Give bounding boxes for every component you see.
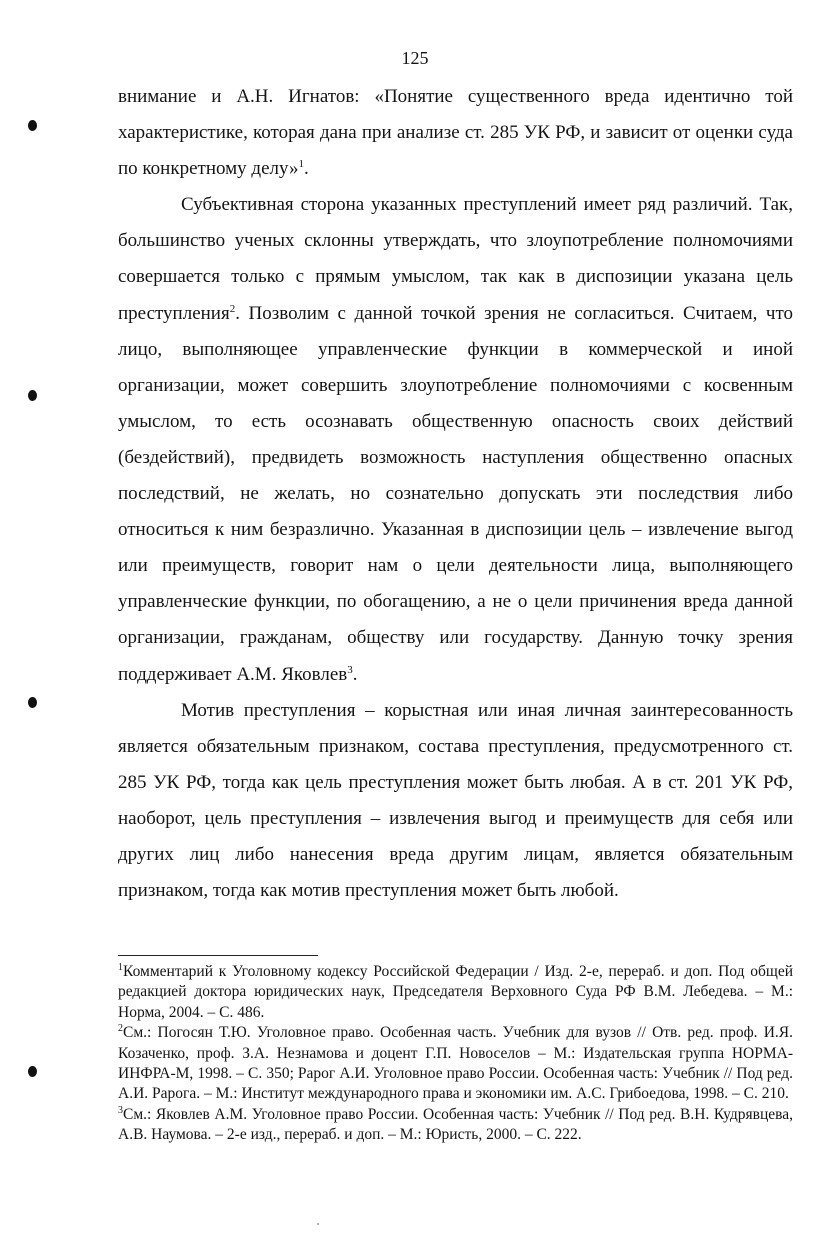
footnote-separator	[118, 955, 318, 956]
binding-hole-mark	[28, 1066, 37, 1077]
footnote-ref-3: 3	[347, 663, 353, 676]
page-number: 125	[401, 48, 429, 68]
footnote-2	[118, 1023, 793, 1105]
binding-hole-mark	[28, 697, 37, 708]
footnote-ref-1: 1	[298, 158, 304, 171]
footnote-2-text: См.: Погосян Т.Ю. Уголовное право. Особенная часть. Учебник для вузов // Отв. ред. проф. И.Я. Козаченко, проф. З.А. Незнамова и доцент Г.П. Новоселов – М.: Издательская группа НОРМА-ИНФРА-М, 1998. – С. 350; Рарог А.И. Уголовное право России. Особенная часть: Учебник // Под ред. А.И. Рарога. – М.: Институт международного права и экономики им. А.С. Грибоедова, 1998. – С. 210.	[118, 1024, 793, 1103]
footnote-1	[118, 962, 793, 1023]
footnote-2-marker: 2	[118, 1023, 123, 1035]
binding-hole-mark	[28, 120, 37, 131]
footnotes	[118, 962, 793, 1146]
scan-speck	[317, 1223, 319, 1225]
footnote-ref-2: 2	[229, 302, 236, 315]
footnote-3	[118, 1105, 793, 1146]
footnote-3-marker: 3	[118, 1104, 123, 1116]
paragraph-1-text: внимание и А.Н. Игнатов: «Понятие существенного вреда идентично той характеристике, которая дана при анализе ст. 285 УК РФ, и зависит от оценки суда по конкретному делу»	[118, 86, 793, 180]
paragraph-1	[118, 79, 793, 187]
binding-hole-mark	[28, 390, 37, 401]
paragraph-2-text-a: Субъективная сторона указанных преступлений имеет ряд различий. Так, большинство ученых склонны утверждать, что злоупотребление полномочиями совершается только с прямым умыслом, так как в диспозиции указана цель преступления	[118, 194, 793, 324]
paragraph-2-text-b: . Позволим с данной точкой зрения не согласиться. Считаем, что лицо, выполняющее управленческие функции в коммерческой и иной организации, может совершить злоупотребление полномочиями с косвенным умыслом, то есть осознавать общественную опасность своих действий (бездействий), предвидеть возможность наступления общественно опасных последствий, не желать, но сознательно допускать эти последствия либо относиться к ним безразлично. Указанная в диспозиции цель – извлечение выгод или преимуществ, говорит нам о цели деятельности лица, выполняющего управленческие функции, по обогащению, а не о цели причинения вреда данной организации, гражданам, обществу или государству. Данную точку зрения поддерживает А.М. Яковлев	[118, 302, 793, 685]
paragraph-2	[118, 187, 793, 692]
paragraph-1-tail: .	[303, 158, 309, 180]
footnote-3-text: См.: Яковлев А.М. Уголовное право России. Особенная часть: Учебник // Под ред. В.Н. Кудрявцева, А.В. Наумова. – 2-е изд., перераб. и доп. – М.: Юристь, 2000. – С. 222.	[118, 1105, 793, 1144]
main-text	[118, 79, 793, 909]
footnote-1-marker: 1	[118, 962, 123, 973]
paragraph-2-tail: .	[352, 663, 358, 685]
paragraph-3: Мотив преступления – корыстная или иная личная заинтересованность является обязательным признаком, состава преступления, предусмотренного ст. 285 УК РФ, тогда как цель преступления может быть любая. А в ст. 201 УК РФ, наоборот, цель преступления – извлечения выгод и преимуществ для себя или других лиц либо нанесения вреда другим лицам, является обязательным признаком, тогда как мотив преступления может быть любой.	[118, 699, 793, 902]
footnote-1-text: Комментарий к Уголовному кодексу Российской Федерации / Изд. 2-е, перераб. и доп. Под общей редакцией доктора юридических наук, Председателя Верховного Суда РФ В.М. Лебедева. – М.: Норма, 2004. – С. 486.	[118, 963, 793, 1021]
